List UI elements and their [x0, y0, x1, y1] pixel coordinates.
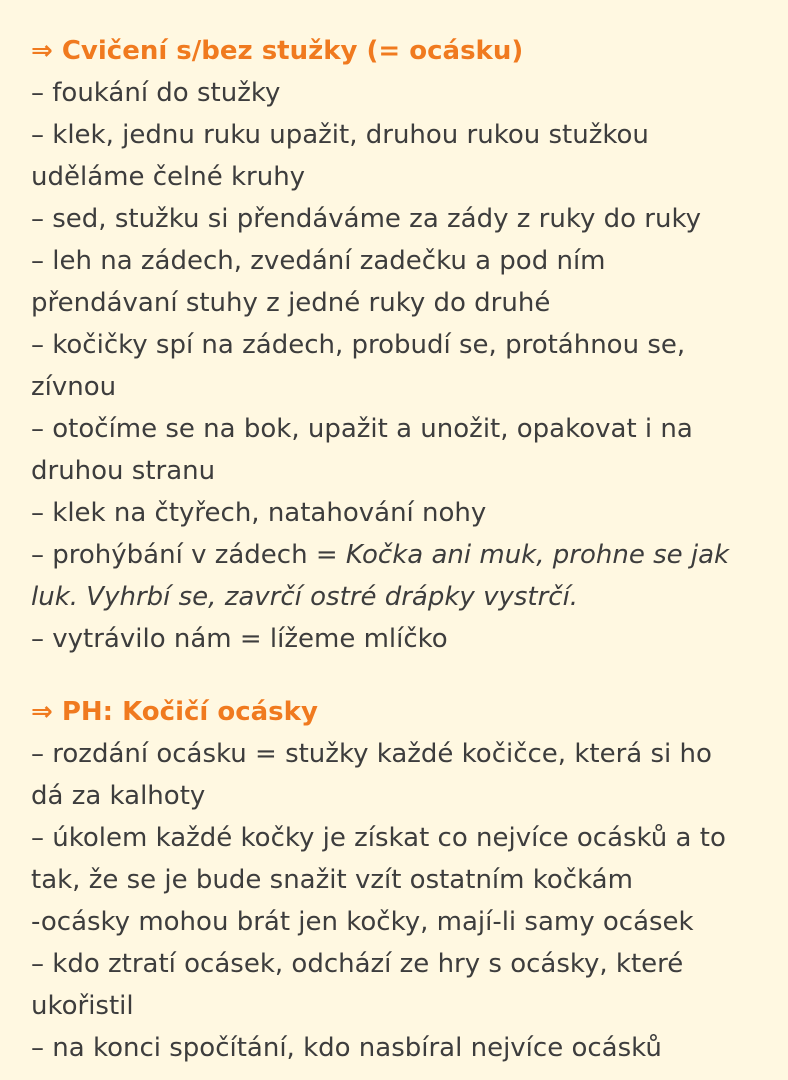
- list-item: – kdo ztratí ocásek, odchází ze hry s ocásky, které: [31, 949, 684, 979]
- list-item-rhyme: [31, 540, 729, 570]
- list-item: přendávaní stuhy z jedné ruky do druhé: [31, 288, 551, 318]
- section-heading-exercises: ⇒ Cvičení s/bez stužky (= ocásku): [31, 36, 524, 66]
- list-item: – rozdání ocásku = stužky každé kočičce, která si ho: [31, 739, 712, 769]
- list-item: dá za kalhoty: [31, 781, 206, 811]
- rhyme-text-continued: luk. Vyhrbí se, zavrčí ostré drápky vystrčí.: [31, 582, 579, 612]
- list-item: – kočičky spí na zádech, probudí se, protáhnou se,: [31, 330, 686, 360]
- rhyme-text: Kočka ani muk, prohne se jak: [345, 540, 730, 570]
- list-item: – úkolem každé kočky je získat co nejvíce ocásků a to: [31, 823, 726, 853]
- rhyme-prefix: – prohýbání v zádech =: [31, 540, 346, 570]
- list-item: – sed, stužku si přendáváme za zády z ruky do ruky: [31, 204, 701, 234]
- list-item: – klek, jednu ruku upažit, druhou rukou stužkou: [31, 120, 649, 150]
- list-item: zívnou: [31, 372, 117, 402]
- list-item: – na konci spočítání, kdo nasbíral nejvíce ocásků: [31, 1033, 662, 1063]
- list-item: tak, že se je bude snažit vzít ostatním kočkám: [31, 865, 633, 895]
- list-item: – foukání do stužky: [31, 78, 281, 108]
- list-item: -ocásky mohou brát jen kočky, mají-li samy ocásek: [31, 907, 694, 937]
- list-item: – leh na zádech, zvedání zadečku a pod ním: [31, 246, 606, 276]
- list-item: – klek na čtyřech, natahování nohy: [31, 498, 487, 528]
- list-item: druhou stranu: [31, 456, 216, 486]
- list-item: ukořistil: [31, 991, 134, 1021]
- list-item: – vytrávilo nám = lížeme mlíčko: [31, 624, 448, 654]
- section-heading-game: ⇒ PH: Kočičí ocásky: [31, 697, 318, 727]
- list-item: uděláme čelné kruhy: [31, 162, 306, 192]
- list-item: – otočíme se na bok, upažit a unožit, opakovat i na: [31, 414, 693, 444]
